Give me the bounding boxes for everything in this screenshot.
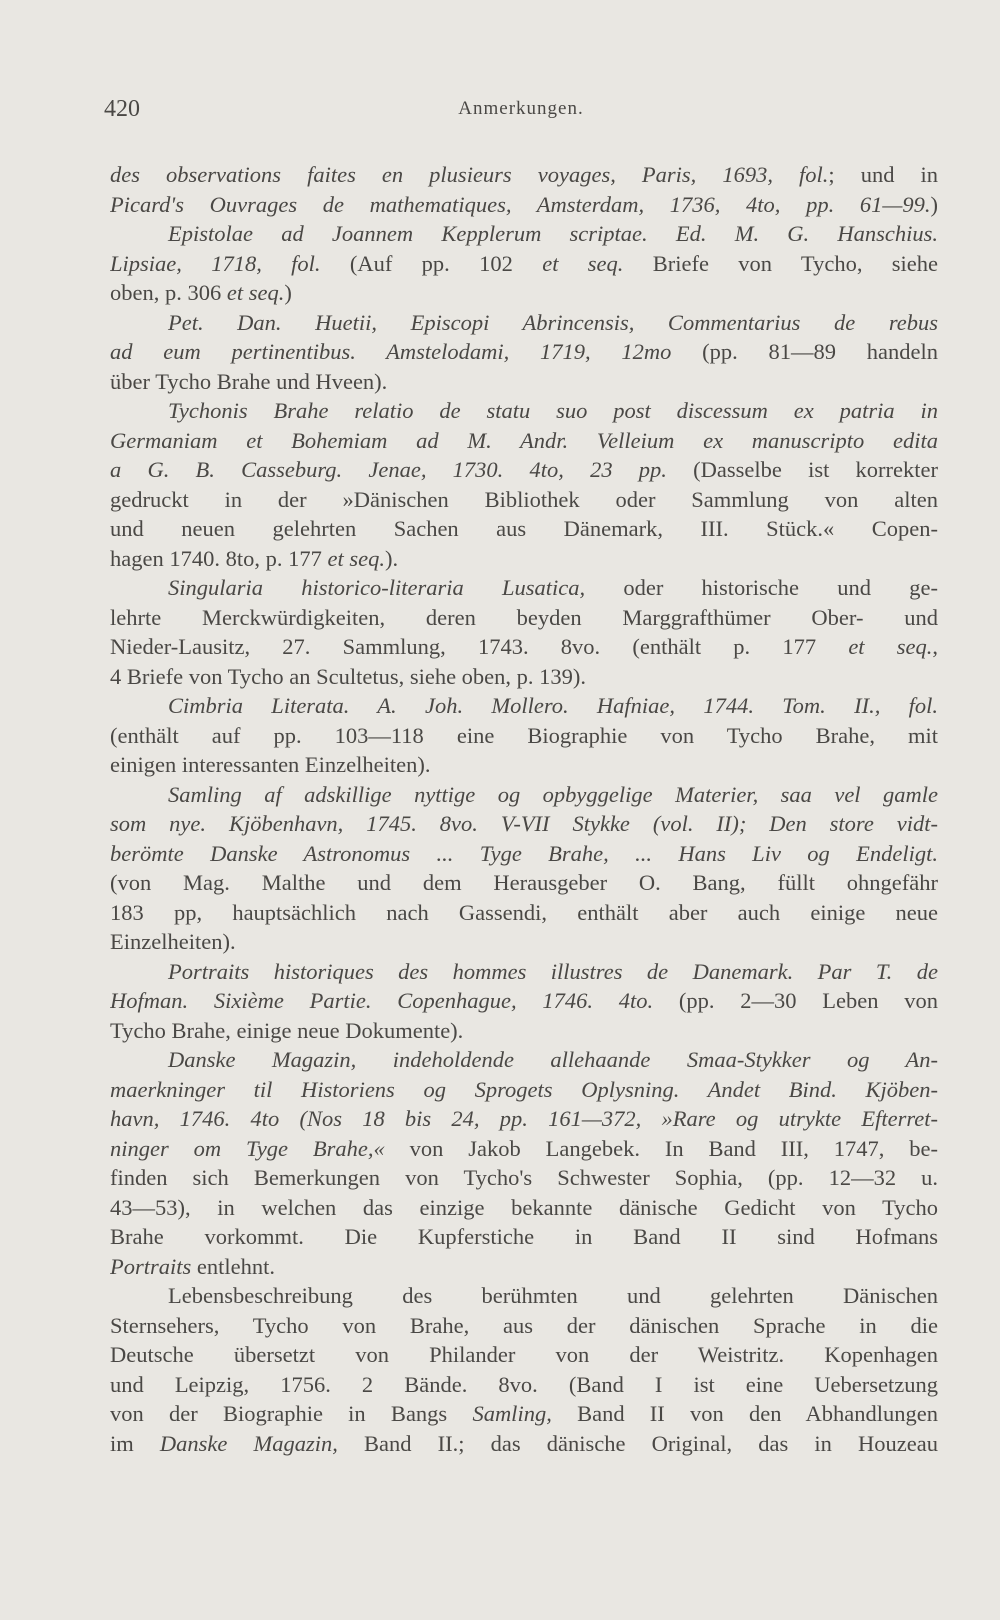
text-line [110, 160, 938, 190]
text-line [110, 1193, 938, 1223]
text-run: über Tycho Brahe und Hveen). [110, 368, 388, 394]
text-line [110, 573, 938, 603]
text-run: Deutsche übersetzt von Philander von der Weistritz. Kopenhagen [110, 1342, 938, 1367]
text-line [110, 927, 938, 957]
text-run: 183 pp, hauptsächlich nach Gassendi, enthält aber auch einige neue [110, 899, 938, 925]
text-line [110, 632, 938, 662]
text-run: Nieder-Lausitz, 27. Sammlung, 1743. 8vo. (enthält p. 177 [110, 634, 849, 659]
italic-text: Hofman. Sixième Partie. Copenhague, 1746. 4to. [110, 988, 654, 1013]
text-run: ) [284, 280, 292, 305]
text-line [110, 721, 938, 751]
text-line [110, 750, 938, 780]
text-run: Briefe von Tycho, siehe [623, 250, 938, 276]
text-line [110, 1429, 938, 1459]
text-line [110, 1075, 938, 1105]
text-run: ; und in [828, 162, 938, 187]
italic-text: a G. B. Casseburg. Jenae, 1730. 4to, 23 pp. [110, 457, 667, 482]
page-body [110, 160, 938, 1458]
italic-text: des observations faites en plusieurs voyages, Paris, 1693, fol. [110, 162, 829, 187]
text-line [110, 426, 938, 456]
text-run: hagen 1740. 8to, p. 177 [110, 545, 328, 571]
text-line [110, 396, 938, 426]
text-run: und Leipzig, 1756. 2 Bände. 8vo. (Band I ist eine Uebersetzung [110, 1371, 938, 1397]
italic-text: Singularia historico-literaria Lusatica, [168, 575, 586, 600]
text-run: und neuen gelehrten Sachen aus Dänemark, III. Stück.« Copen- [110, 516, 938, 541]
page-number: 420 [104, 96, 140, 122]
text-line [110, 780, 938, 810]
text-run: (pp. 2—30 Leben von [653, 988, 938, 1013]
italic-text: Tychonis Brahe relatio de statu suo post discessum ex patria in [168, 398, 938, 423]
text-line [110, 1016, 938, 1046]
text-line [110, 1370, 938, 1400]
text-run: (pp. 81—89 handeln [671, 339, 938, 364]
text-line [110, 219, 938, 249]
text-line [110, 957, 938, 987]
italic-text: ad eum pertinentibus. Amstelodami, 1719, 12mo [110, 339, 672, 364]
italic-text: et seq. [226, 280, 285, 305]
italic-text: Danske Magazin, indeholdende allehaande Smaa-Stykker og An- [168, 1047, 938, 1072]
text-run: (von Mag. Malthe und dem Herausgeber O. Bang, füllt ohngefähr [110, 870, 938, 895]
text-run: (Dasselbe ist korrekter [666, 457, 938, 482]
text-line [110, 190, 938, 220]
text-run: Band II.; das dänische Original, das in Houzeau [337, 1430, 938, 1456]
italic-text: et seq. [848, 634, 933, 659]
text-line [110, 898, 938, 928]
italic-text: Cimbria Literata. A. Joh. Mollero. Hafniae, 1744. Tom. II., fol. [168, 693, 938, 718]
page-header [104, 96, 938, 130]
text-run: Lebensbeschreibung des berühmten und gelehrten Dänischen [168, 1283, 938, 1308]
italic-text: Portraits historiques des hommes illustres de Danemark. Par T. de [168, 958, 938, 984]
text-line [110, 839, 938, 869]
text-line [110, 1045, 938, 1075]
text-line [110, 1281, 938, 1311]
text-line [110, 308, 938, 338]
text-line [110, 1104, 938, 1134]
text-run: Einzelheiten). [110, 929, 236, 954]
text-run: 4 Briefe von Tycho an Scultetus, siehe oben, p. 139). [110, 663, 587, 689]
text-line [110, 1399, 938, 1429]
text-run: (enthält auf pp. 103—118 eine Biographie von Tycho Brahe, mit [110, 722, 938, 748]
running-head: Anmerkungen. [458, 98, 584, 119]
italic-text: som nye. Kjöbenhavn, 1745. 8vo. V-VII Stykke (vol. II); Den store vidt- [110, 811, 938, 836]
italic-text: havn, 1746. 4to (Nos 18 bis 24, pp. 161—372, »Rare og utrykte Efterret- [110, 1106, 938, 1131]
text-line [110, 986, 938, 1016]
text-line [110, 1340, 938, 1370]
italic-text: ninger om Tyge Brahe,« [110, 1135, 385, 1161]
text-run: Tycho Brahe, einige neue Dokumente). [110, 1017, 464, 1043]
text-line [110, 603, 938, 633]
text-run: 43—53), in welchen das einzige bekannte dänische Gedicht von Tycho [110, 1194, 938, 1220]
italic-text: berömte Danske Astronomus ... Tyge Brahe, ... Hans Liv og Endeligt. [110, 840, 938, 866]
text-run: gedruckt in der »Dänischen Bibliothek oder Sammlung von alten [110, 486, 938, 512]
text-run: , [932, 634, 938, 659]
italic-text: Danske Magazin, [159, 1430, 338, 1456]
text-run: ). [384, 545, 399, 571]
italic-text: et seq. [327, 545, 385, 571]
text-line [110, 1311, 938, 1341]
text-run: von der Biographie in Bangs [110, 1401, 473, 1426]
text-line [110, 514, 938, 544]
text-line [110, 691, 938, 721]
text-run: Band II von den Abhandlungen [551, 1401, 938, 1426]
text-line [110, 485, 938, 515]
text-line [110, 455, 938, 485]
text-run: entlehnt. [191, 1253, 276, 1279]
text-run: Brahe vorkommt. Die Kupferstiche in Band II sind Hofmans [110, 1224, 938, 1249]
text-run: lehrte Merckwürdigkeiten, deren beyden Marggrafthümer Ober- und [110, 604, 938, 630]
text-line [110, 1252, 938, 1282]
text-run: oder historische und ge- [585, 575, 938, 600]
italic-text: Portraits [110, 1253, 192, 1279]
text-run: ) [930, 191, 938, 217]
text-line [110, 367, 938, 397]
italic-text: Samling af adskillige nyttige og opbyggelige Materier, saa vel gamle [168, 781, 938, 807]
text-line [110, 1163, 938, 1193]
text-run: Sternsehers, Tycho von Brahe, aus der dänischen Sprache in die [110, 1312, 938, 1338]
text-line [110, 1222, 938, 1252]
text-run: finden sich Bemerkungen von Tycho's Schwester Sophia, (pp. 12—32 u. [110, 1165, 938, 1190]
text-run: von Jakob Langebek. In Band III, 1747, be- [384, 1135, 938, 1161]
text-line [110, 1134, 938, 1164]
italic-text: maerkninger til Historiens og Sprogets Oplysning. Andet Bind. Kjöben- [110, 1076, 938, 1102]
text-line [110, 809, 938, 839]
text-line [110, 337, 938, 367]
text-line [110, 249, 938, 279]
text-line [110, 278, 938, 308]
text-run: (Auf pp. 102 [320, 250, 543, 276]
italic-text: Samling, [472, 1401, 552, 1426]
text-line [110, 662, 938, 692]
italic-text: Pet. Dan. Huetii, Episcopi Abrincensis, Commentarius de rebus [168, 309, 938, 335]
italic-text: Picard's Ouvrages de mathematiques, Amsterdam, 1736, 4to, pp. 61—99. [110, 191, 931, 217]
italic-text: Germaniam et Bohemiam ad M. Andr. Velleium ex manuscripto edita [110, 427, 938, 453]
text-line [110, 544, 938, 574]
italic-text: Epistolae ad Joannem Kepplerum scriptae. Ed. M. G. Hanschius. [168, 221, 938, 246]
text-run: im [110, 1430, 160, 1456]
text-line [110, 868, 938, 898]
italic-text: et seq. [542, 250, 624, 276]
text-run: oben, p. 306 [110, 280, 227, 305]
italic-text: Lipsiae, 1718, fol. [110, 250, 321, 276]
text-run: einigen interessanten Einzelheiten). [110, 752, 431, 777]
